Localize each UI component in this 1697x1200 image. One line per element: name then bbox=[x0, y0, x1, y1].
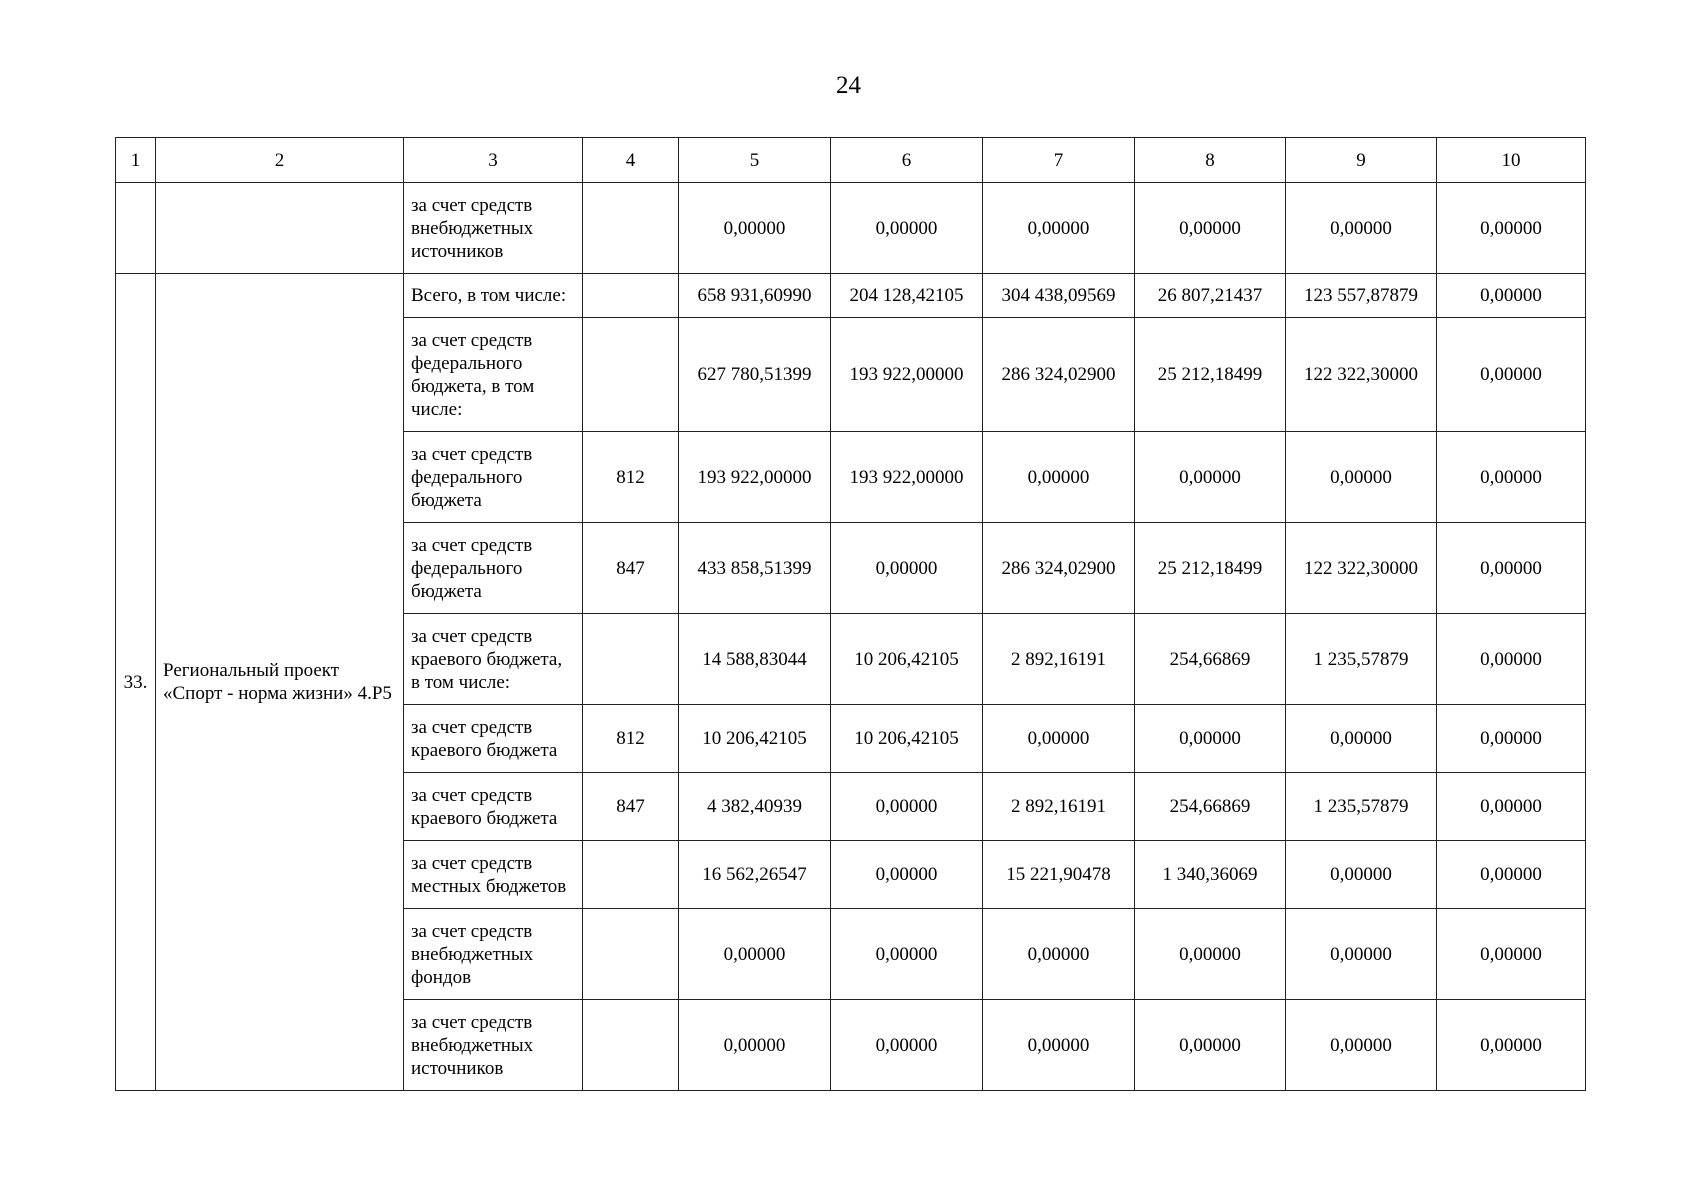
code-cell: 847 bbox=[583, 523, 679, 614]
source-cell: за счет средств краевого бюджета bbox=[404, 773, 583, 841]
value-cell: 16 562,26547 bbox=[679, 841, 831, 909]
value-cell: 0,00000 bbox=[1437, 183, 1586, 274]
value-cell: 122 322,30000 bbox=[1286, 523, 1437, 614]
value-cell: 0,00000 bbox=[1286, 432, 1437, 523]
value-cell: 0,00000 bbox=[1437, 614, 1586, 705]
value-cell: 433 858,51399 bbox=[679, 523, 831, 614]
value-cell: 4 382,40939 bbox=[679, 773, 831, 841]
column-header: 4 bbox=[583, 138, 679, 183]
source-cell: за счет средств краевого бюджета bbox=[404, 705, 583, 773]
value-cell: 122 322,30000 bbox=[1286, 318, 1437, 432]
value-cell: 25 212,18499 bbox=[1135, 523, 1286, 614]
value-cell: 0,00000 bbox=[1437, 705, 1586, 773]
value-cell: 0,00000 bbox=[1437, 318, 1586, 432]
column-header: 3 bbox=[404, 138, 583, 183]
value-cell: 0,00000 bbox=[983, 909, 1135, 1000]
value-cell: 1 340,36069 bbox=[1135, 841, 1286, 909]
value-cell: 0,00000 bbox=[1437, 523, 1586, 614]
value-cell: 193 922,00000 bbox=[831, 318, 983, 432]
column-header: 9 bbox=[1286, 138, 1437, 183]
code-cell: 812 bbox=[583, 705, 679, 773]
value-cell: 0,00000 bbox=[1135, 183, 1286, 274]
value-cell: 658 931,60990 bbox=[679, 274, 831, 318]
source-cell: за счет средств федерального бюджета, в том числе: bbox=[404, 318, 583, 432]
value-cell: 0,00000 bbox=[983, 183, 1135, 274]
value-cell: 1 235,57879 bbox=[1286, 614, 1437, 705]
value-cell: 0,00000 bbox=[679, 1000, 831, 1091]
value-cell: 0,00000 bbox=[1135, 432, 1286, 523]
value-cell: 1 235,57879 bbox=[1286, 773, 1437, 841]
source-cell: за счет средств краевого бюджета, в том числе: bbox=[404, 614, 583, 705]
source-cell: за счет средств местных бюджетов bbox=[404, 841, 583, 909]
value-cell: 25 212,18499 bbox=[1135, 318, 1286, 432]
value-cell: 0,00000 bbox=[1286, 1000, 1437, 1091]
source-cell: Всего, в том числе: bbox=[404, 274, 583, 318]
value-cell: 0,00000 bbox=[1135, 1000, 1286, 1091]
value-cell: 15 221,90478 bbox=[983, 841, 1135, 909]
value-cell: 0,00000 bbox=[1286, 909, 1437, 1000]
value-cell: 10 206,42105 bbox=[831, 705, 983, 773]
value-cell: 10 206,42105 bbox=[831, 614, 983, 705]
value-cell: 0,00000 bbox=[1437, 432, 1586, 523]
column-header: 6 bbox=[831, 138, 983, 183]
code-cell bbox=[583, 614, 679, 705]
value-cell: 10 206,42105 bbox=[679, 705, 831, 773]
value-cell: 14 588,83044 bbox=[679, 614, 831, 705]
code-cell: 847 bbox=[583, 773, 679, 841]
column-header: 5 bbox=[679, 138, 831, 183]
value-cell: 627 780,51399 bbox=[679, 318, 831, 432]
value-cell: 0,00000 bbox=[679, 909, 831, 1000]
value-cell: 0,00000 bbox=[983, 705, 1135, 773]
table-row bbox=[116, 274, 1586, 318]
value-cell: 0,00000 bbox=[679, 183, 831, 274]
value-cell: 0,00000 bbox=[1437, 274, 1586, 318]
value-cell: 0,00000 bbox=[831, 523, 983, 614]
value-cell: 0,00000 bbox=[831, 909, 983, 1000]
value-cell: 254,66869 bbox=[1135, 614, 1286, 705]
code-cell: 812 bbox=[583, 432, 679, 523]
value-cell: 123 557,87879 bbox=[1286, 274, 1437, 318]
value-cell: 0,00000 bbox=[831, 1000, 983, 1091]
value-cell: 0,00000 bbox=[983, 1000, 1135, 1091]
column-header: 8 bbox=[1135, 138, 1286, 183]
value-cell: 0,00000 bbox=[1437, 1000, 1586, 1091]
value-cell: 204 128,42105 bbox=[831, 274, 983, 318]
index-cell: 33. bbox=[116, 274, 156, 1091]
column-header: 7 bbox=[983, 138, 1135, 183]
source-cell: за счет средств федерального бюджета bbox=[404, 523, 583, 614]
value-cell: 286 324,02900 bbox=[983, 523, 1135, 614]
value-cell: 0,00000 bbox=[831, 841, 983, 909]
column-header: 2 bbox=[156, 138, 404, 183]
budget-table bbox=[115, 137, 1586, 1091]
value-cell: 0,00000 bbox=[1286, 841, 1437, 909]
code-cell bbox=[583, 183, 679, 274]
column-header: 1 bbox=[116, 138, 156, 183]
project-name-cell: Региональный проект «Спорт - норма жизни» 4.Р5 bbox=[156, 274, 404, 1091]
value-cell: 0,00000 bbox=[1286, 183, 1437, 274]
source-cell: за счет средств внебюджетных источников bbox=[404, 183, 583, 274]
source-cell: за счет средств внебюджетных фондов bbox=[404, 909, 583, 1000]
value-cell: 0,00000 bbox=[831, 183, 983, 274]
code-cell bbox=[583, 274, 679, 318]
value-cell: 26 807,21437 bbox=[1135, 274, 1286, 318]
value-cell: 0,00000 bbox=[831, 773, 983, 841]
source-cell: за счет средств внебюджетных источников bbox=[404, 1000, 583, 1091]
value-cell: 304 438,09569 bbox=[983, 274, 1135, 318]
value-cell: 0,00000 bbox=[1286, 705, 1437, 773]
value-cell: 286 324,02900 bbox=[983, 318, 1135, 432]
value-cell: 2 892,16191 bbox=[983, 773, 1135, 841]
value-cell: 0,00000 bbox=[1437, 909, 1586, 1000]
value-cell: 193 922,00000 bbox=[679, 432, 831, 523]
page-number: 24 bbox=[836, 72, 861, 99]
value-cell: 0,00000 bbox=[1437, 841, 1586, 909]
value-cell: 193 922,00000 bbox=[831, 432, 983, 523]
value-cell: 0,00000 bbox=[1437, 773, 1586, 841]
value-cell: 254,66869 bbox=[1135, 773, 1286, 841]
table-row bbox=[116, 183, 1586, 274]
value-cell: 0,00000 bbox=[1135, 705, 1286, 773]
name-cell bbox=[156, 183, 404, 274]
value-cell: 0,00000 bbox=[983, 432, 1135, 523]
code-cell bbox=[583, 318, 679, 432]
column-header: 10 bbox=[1437, 138, 1586, 183]
header-row bbox=[116, 138, 1586, 183]
value-cell: 0,00000 bbox=[1135, 909, 1286, 1000]
value-cell: 2 892,16191 bbox=[983, 614, 1135, 705]
code-cell bbox=[583, 1000, 679, 1091]
index-cell bbox=[116, 183, 156, 274]
code-cell bbox=[583, 909, 679, 1000]
source-cell: за счет средств федерального бюджета bbox=[404, 432, 583, 523]
code-cell bbox=[583, 841, 679, 909]
